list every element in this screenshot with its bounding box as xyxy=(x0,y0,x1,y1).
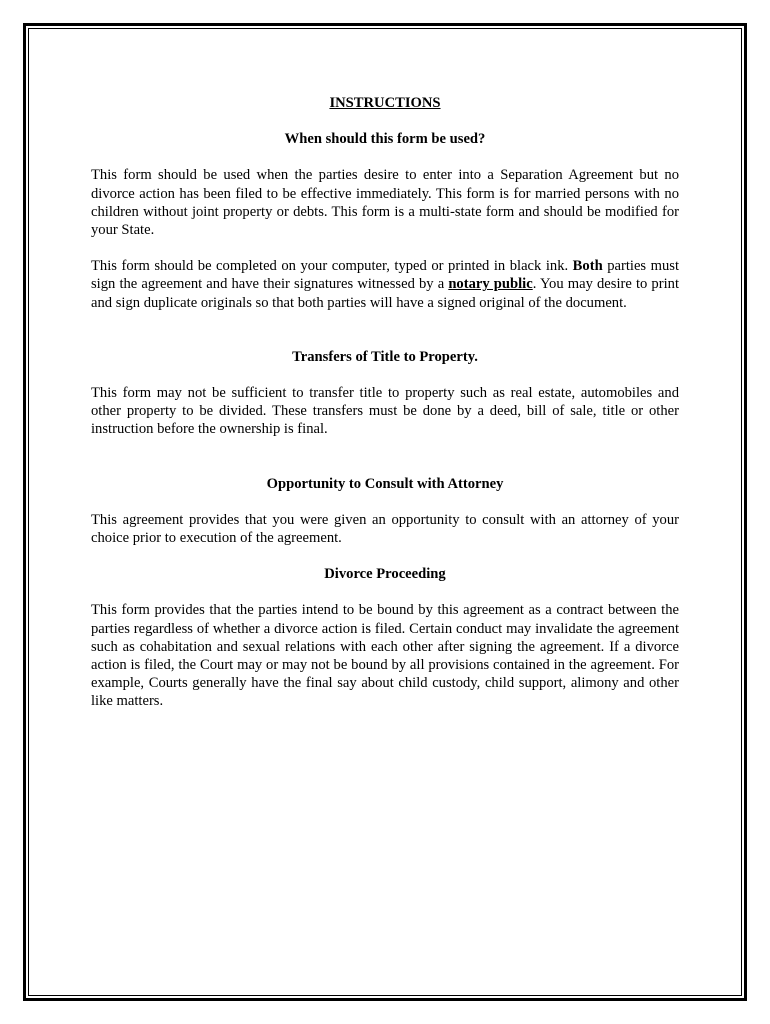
section-heading-divorce: Divorce Proceeding xyxy=(324,566,446,583)
both-emphasis: Both xyxy=(572,258,603,275)
paragraph-completion-text-1: This form should be completed on your computer, typed or printed in black ink. xyxy=(91,258,573,275)
paragraph-divorce: This form provides that the parties intend to be bound by this agreement as a contract between the parties regardless of whether a divorce action is filed. Certain conduct may invalidate the agreement such as cohabitation and sexual relations with each other after signing the agreement. If a divorce action is filed, the Court may or may not be bound by all provisions contained in the agreement. For example, Courts generally have the final say about child custody, child support, alimony and other like matters. xyxy=(91,602,679,710)
section-heading-attorney: Opportunity to Consult with Attorney xyxy=(266,475,504,492)
paragraph-attorney: This agreement provides that you were given an opportunity to consult with an attorney of your choice prior to execution of the agreement. xyxy=(91,511,679,547)
paragraph-completion-text-2: parties must sign the agreement and have their signatures witnessed by a xyxy=(91,258,679,293)
document-body xyxy=(91,94,679,711)
paragraph-transfers: This form may not be sufficient to transfer title to property such as real estate, automobiles and other property to be divided. These transfers must be done by a deed, bill of sale, title or other instruction before the ownership is final. xyxy=(91,385,679,438)
document-title: INSTRUCTIONS xyxy=(329,95,441,111)
section-heading-transfers: Transfers of Title to Property. xyxy=(292,348,478,365)
paragraph-when-used: This form should be used when the parties desire to enter into a Separation Agreement but no divorce action has been filed to be effective immediately. This form is for married persons with no children without joint property or debts. This form is a multi-state form and should be modified for your State. xyxy=(91,167,679,239)
paragraph-completion-text-3: . You may desire to print and sign duplicate originals so that both parties will have a signed original of the document. xyxy=(91,276,679,311)
paragraph-completion xyxy=(91,257,679,312)
section-heading-when-used: When should this form be used? xyxy=(284,131,486,148)
notary-public-emphasis: notary public xyxy=(448,276,533,293)
